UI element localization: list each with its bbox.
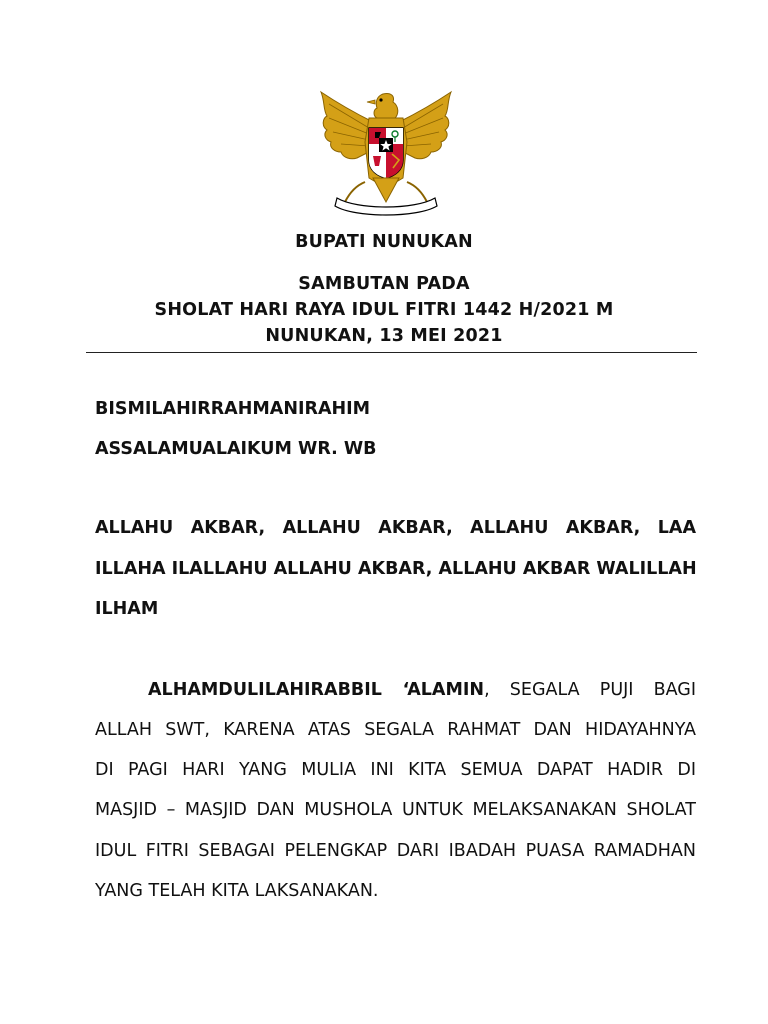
garuda-head xyxy=(374,93,398,118)
event-title: SHOLAT HARI RAYA IDUL FITRI 1442 H/2021 M xyxy=(154,300,614,320)
shield-icon xyxy=(369,128,403,178)
takbir-line: ILHAM xyxy=(95,599,159,619)
office-title: BUPATI NUNUKAN xyxy=(295,232,473,252)
opening-salam: ASSALAMUALAIKUM WR. WB xyxy=(95,439,377,459)
speech-label: SAMBUTAN PADA xyxy=(298,274,470,294)
takbir-line: ALLAHU AKBAR, ALLAHU AKBAR, ALLAHU AKBAR, LAA xyxy=(95,518,696,538)
header-divider xyxy=(86,352,697,353)
paragraph-line: YANG TELAH KITA LAKSANAKAN. xyxy=(95,881,379,901)
takbir-line: ILLAHA ILALLAHU ALLAHU AKBAR, ALLAHU AKBAR WALILLAH xyxy=(95,559,697,579)
paragraph-line: ALLAH SWT, KARENA ATAS SEGALA RAHMAT DAN HIDAYAHNYA xyxy=(95,720,696,740)
paragraph-first-line xyxy=(148,677,696,703)
paragraph-line: MASJID – MASJID DAN MUSHOLA UNTUK MELAKSANAKAN SHOLAT xyxy=(95,800,696,820)
paragraph-lead-rest: , SEGALA PUJI BAGI xyxy=(484,680,697,700)
garuda-tail xyxy=(373,178,399,202)
paragraph-line: IDUL FITRI SEBAGAI PELENGKAP DARI IBADAH PUASA RAMADHAN xyxy=(95,841,696,861)
paragraph-line: DI PAGI HARI YANG MULIA INI KITA SEMUA DAPAT HADIR DI xyxy=(95,760,696,780)
opening-basmalah: BISMILAHIRRAHMANIRAHIM xyxy=(95,399,371,419)
paragraph-lead: ALHAMDULILAHIRABBIL ‘ALAMIN xyxy=(148,680,485,700)
place-date: NUNUKAN, 13 MEI 2021 xyxy=(265,326,503,346)
garuda-emblem-icon xyxy=(313,82,459,220)
